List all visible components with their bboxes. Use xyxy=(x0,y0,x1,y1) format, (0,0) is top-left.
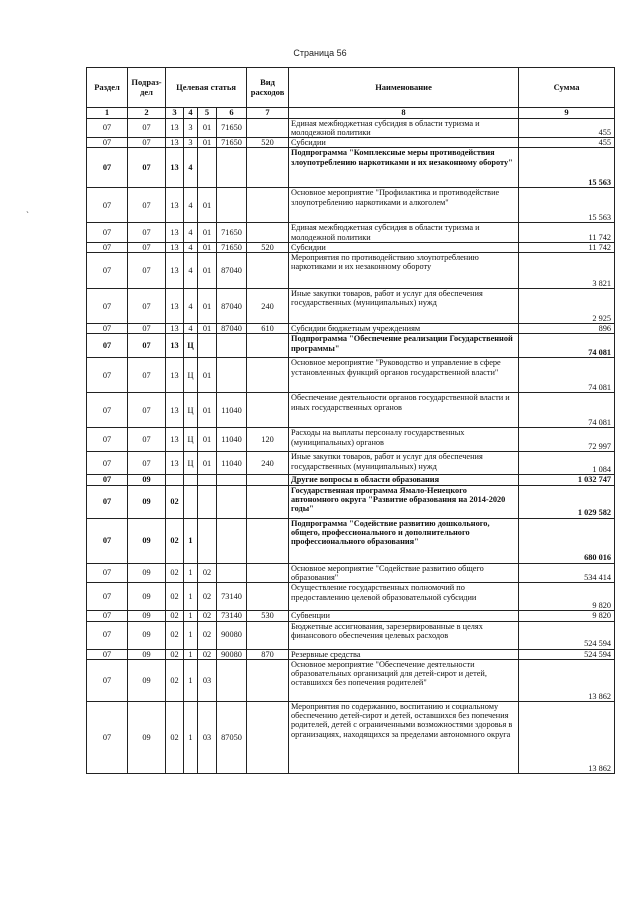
header-section: Раздел xyxy=(87,68,128,108)
section-code: 07 xyxy=(87,223,128,243)
activity-code: 02 xyxy=(198,611,217,621)
subprogram-code: 4 xyxy=(184,188,198,223)
col-num: 4 xyxy=(184,108,198,119)
program-code: 13 xyxy=(166,188,184,223)
program-code: 13 xyxy=(166,223,184,243)
direction-code: 87040 xyxy=(217,253,247,289)
activity-code: 01 xyxy=(198,393,217,428)
section-code: 07 xyxy=(87,485,128,518)
table-row xyxy=(87,138,615,148)
page-number: Страница 56 xyxy=(293,48,347,58)
program-code: 02 xyxy=(166,518,184,563)
expense-type-code xyxy=(247,659,289,701)
subsection-code: 09 xyxy=(128,701,166,773)
subsection-code: 07 xyxy=(128,148,166,188)
header-row xyxy=(87,68,615,108)
col-num: 2 xyxy=(128,108,166,119)
section-code: 07 xyxy=(87,475,128,485)
activity-code: 01 xyxy=(198,289,217,324)
section-code: 07 xyxy=(87,701,128,773)
activity-code: 02 xyxy=(198,563,217,583)
direction-code: 90080 xyxy=(217,621,247,649)
item-name: Единая межбюджетная субсидия в области туризма и молодежной политики xyxy=(289,223,519,243)
subprogram-code: Ц xyxy=(184,452,198,475)
expense-type-code xyxy=(247,621,289,649)
direction-code xyxy=(217,659,247,701)
item-amount: 11 742 xyxy=(519,223,615,243)
program-code: 13 xyxy=(166,428,184,452)
col-num: 9 xyxy=(519,108,615,119)
item-amount: 13 862 xyxy=(519,659,615,701)
subprogram-code: 1 xyxy=(184,563,198,583)
activity-code: 01 xyxy=(198,428,217,452)
expense-type-code xyxy=(247,148,289,188)
subsection-code: 07 xyxy=(128,358,166,393)
section-code: 07 xyxy=(87,649,128,659)
section-code: 07 xyxy=(87,253,128,289)
subsection-code: 07 xyxy=(128,393,166,428)
expense-type-code xyxy=(247,563,289,583)
col-num: 3 xyxy=(166,108,184,119)
table-row xyxy=(87,485,615,518)
column-number-row xyxy=(87,108,615,119)
program-code: 13 xyxy=(166,138,184,148)
subprogram-code: 1 xyxy=(184,649,198,659)
section-code: 07 xyxy=(87,118,128,138)
program-code: 13 xyxy=(166,242,184,252)
activity-code: 01 xyxy=(198,138,217,148)
activity-code: 01 xyxy=(198,118,217,138)
item-amount: 455 xyxy=(519,138,615,148)
activity-code xyxy=(198,485,217,518)
subsection-code: 07 xyxy=(128,138,166,148)
direction-code: 87040 xyxy=(217,324,247,334)
table-row xyxy=(87,324,615,334)
program-code: 02 xyxy=(166,611,184,621)
item-name: Расходы на выплаты персоналу государственных (муниципальных) органов xyxy=(289,428,519,452)
subprogram-code: 4 xyxy=(184,253,198,289)
item-name: Обеспечение деятельности органов государственной власти и иных государственных органов xyxy=(289,393,519,428)
direction-code xyxy=(217,188,247,223)
direction-code: 87050 xyxy=(217,701,247,773)
subprogram-code: Ц xyxy=(184,358,198,393)
expense-type-code: 120 xyxy=(247,428,289,452)
expense-type-code xyxy=(247,583,289,611)
subprogram-code xyxy=(184,475,198,485)
table-row xyxy=(87,701,615,773)
direction-code: 73140 xyxy=(217,583,247,611)
subprogram-code: 1 xyxy=(184,583,198,611)
item-amount: 1 032 747 xyxy=(519,475,615,485)
expense-type-code xyxy=(247,223,289,243)
direction-code: 73140 xyxy=(217,611,247,621)
table-row xyxy=(87,118,615,138)
table-row xyxy=(87,188,615,223)
expense-type-code: 240 xyxy=(247,289,289,324)
subprogram-code: Ц xyxy=(184,428,198,452)
item-amount: 11 742 xyxy=(519,242,615,252)
expense-type-code: 520 xyxy=(247,138,289,148)
item-name: Мероприятия по содержанию, воспитанию и социальному обеспечению детей-сирот и детей, оставшихся без попечения родителей, детей с ограниченными возможностями здоровья в организациях, находящихся за пределами автономного округа xyxy=(289,701,519,773)
section-code: 07 xyxy=(87,428,128,452)
section-code: 07 xyxy=(87,621,128,649)
col-num: 6 xyxy=(217,108,247,119)
item-name: Основное мероприятие "Профилактика и противодействие злоупотреблению наркотиками и алкоголем" xyxy=(289,188,519,223)
table-row xyxy=(87,621,615,649)
table-row xyxy=(87,393,615,428)
item-amount: 1 029 582 xyxy=(519,485,615,518)
program-code: 02 xyxy=(166,621,184,649)
subsection-code: 09 xyxy=(128,611,166,621)
expense-type-code: 530 xyxy=(247,611,289,621)
direction-code: 11040 xyxy=(217,452,247,475)
section-code: 07 xyxy=(87,242,128,252)
header-name: Наименование xyxy=(289,68,519,108)
program-code: 02 xyxy=(166,649,184,659)
budget-table xyxy=(86,67,615,774)
margin-mark: ` xyxy=(26,210,29,220)
table-row xyxy=(87,242,615,252)
table-row xyxy=(87,649,615,659)
item-name: Иные закупки товаров, работ и услуг для обеспечения государственных (муниципальных) нужд xyxy=(289,289,519,324)
program-code: 13 xyxy=(166,358,184,393)
table-row xyxy=(87,518,615,563)
item-name: Субсидии xyxy=(289,242,519,252)
expense-type-code xyxy=(247,518,289,563)
subsection-code: 07 xyxy=(128,223,166,243)
program-code: 13 xyxy=(166,148,184,188)
item-name: Бюджетные ассигнования, зарезервированные в целях финансового обеспечения целевых расходов xyxy=(289,621,519,649)
table-row xyxy=(87,148,615,188)
program-code: 02 xyxy=(166,485,184,518)
subsection-code: 09 xyxy=(128,583,166,611)
activity-code xyxy=(198,148,217,188)
col-num: 8 xyxy=(289,108,519,119)
subsection-code: 07 xyxy=(128,118,166,138)
direction-code xyxy=(217,485,247,518)
direction-code: 71650 xyxy=(217,118,247,138)
subsection-code: 09 xyxy=(128,659,166,701)
subsection-code: 07 xyxy=(128,334,166,358)
subsection-code: 09 xyxy=(128,649,166,659)
activity-code: 02 xyxy=(198,583,217,611)
item-amount: 74 081 xyxy=(519,358,615,393)
subprogram-code: 4 xyxy=(184,324,198,334)
activity-code: 02 xyxy=(198,649,217,659)
item-name: Осуществление государственных полномочий по предоставлению целевой образовательной субсидии xyxy=(289,583,519,611)
table-row xyxy=(87,358,615,393)
program-code: 02 xyxy=(166,701,184,773)
section-code: 07 xyxy=(87,324,128,334)
program-code: 13 xyxy=(166,118,184,138)
program-code xyxy=(166,475,184,485)
item-amount: 9 820 xyxy=(519,611,615,621)
item-name: Иные закупки товаров, работ и услуг для обеспечения государственных (муниципальных) нужд xyxy=(289,452,519,475)
program-code: 13 xyxy=(166,452,184,475)
item-amount: 9 820 xyxy=(519,583,615,611)
item-amount: 15 563 xyxy=(519,148,615,188)
section-code: 07 xyxy=(87,358,128,393)
item-name: Резервные средства xyxy=(289,649,519,659)
item-name: Подпрограмма "Содействие развитию дошкольного, общего, профессионального и дополнительного профессионального образования" xyxy=(289,518,519,563)
item-name: Субсидии xyxy=(289,138,519,148)
section-code: 07 xyxy=(87,611,128,621)
section-code: 07 xyxy=(87,334,128,358)
col-num: 1 xyxy=(87,108,128,119)
item-name: Субвенции xyxy=(289,611,519,621)
section-code: 07 xyxy=(87,393,128,428)
subsection-code: 07 xyxy=(128,452,166,475)
activity-code: 01 xyxy=(198,223,217,243)
subsection-code: 09 xyxy=(128,563,166,583)
table-row xyxy=(87,428,615,452)
table-row xyxy=(87,611,615,621)
item-amount: 455 xyxy=(519,118,615,138)
subsection-code: 07 xyxy=(128,188,166,223)
subprogram-code: 4 xyxy=(184,242,198,252)
subprogram-code: 1 xyxy=(184,621,198,649)
expense-type-code xyxy=(247,358,289,393)
section-code: 07 xyxy=(87,563,128,583)
expense-type-code xyxy=(247,118,289,138)
direction-code: 71650 xyxy=(217,242,247,252)
direction-code xyxy=(217,475,247,485)
item-amount: 15 563 xyxy=(519,188,615,223)
header-expense-type: Вид расходов xyxy=(247,68,289,108)
expense-type-code xyxy=(247,475,289,485)
subprogram-code: 4 xyxy=(184,223,198,243)
item-name: Подпрограмма "Обеспечение реализации Государственной программы" xyxy=(289,334,519,358)
program-code: 13 xyxy=(166,334,184,358)
item-amount: 680 016 xyxy=(519,518,615,563)
activity-code xyxy=(198,334,217,358)
subprogram-code: 4 xyxy=(184,148,198,188)
item-amount: 1 084 xyxy=(519,452,615,475)
activity-code: 01 xyxy=(198,188,217,223)
table-row xyxy=(87,563,615,583)
subprogram-code: 1 xyxy=(184,611,198,621)
table-row xyxy=(87,253,615,289)
item-amount: 3 821 xyxy=(519,253,615,289)
subprogram-code: 1 xyxy=(184,701,198,773)
subprogram-code: 3 xyxy=(184,138,198,148)
program-code: 02 xyxy=(166,563,184,583)
expense-type-code xyxy=(247,188,289,223)
program-code: 13 xyxy=(166,393,184,428)
table-row xyxy=(87,659,615,701)
item-amount: 524 594 xyxy=(519,621,615,649)
table-row xyxy=(87,475,615,485)
program-code: 02 xyxy=(166,659,184,701)
expense-type-code xyxy=(247,701,289,773)
subsection-code: 09 xyxy=(128,518,166,563)
activity-code: 01 xyxy=(198,253,217,289)
subprogram-code xyxy=(184,485,198,518)
direction-code: 90080 xyxy=(217,649,247,659)
direction-code: 11040 xyxy=(217,428,247,452)
col-num: 5 xyxy=(198,108,217,119)
direction-code xyxy=(217,334,247,358)
activity-code xyxy=(198,518,217,563)
subsection-code: 09 xyxy=(128,485,166,518)
item-amount: 2 925 xyxy=(519,289,615,324)
item-name: Подпрограмма "Комплексные меры противодействия злоупотреблению наркотиками и их незаконному обороту" xyxy=(289,148,519,188)
item-name: Субсидии бюджетным учреждениям xyxy=(289,324,519,334)
header-amount: Сумма xyxy=(519,68,615,108)
direction-code: 71650 xyxy=(217,223,247,243)
header-target: Целевая статья xyxy=(166,68,247,108)
direction-code: 71650 xyxy=(217,138,247,148)
item-name: Государственная программа Ямало-Ненецкого автономного округа "Развитие образования на 2014-2020 годы" xyxy=(289,485,519,518)
section-code: 07 xyxy=(87,289,128,324)
item-name: Мероприятия по противодействию злоупотреблению наркотиками и их незаконному обороту xyxy=(289,253,519,289)
item-name: Другие вопросы в области образования xyxy=(289,475,519,485)
subprogram-code: 4 xyxy=(184,289,198,324)
section-code: 07 xyxy=(87,583,128,611)
direction-code xyxy=(217,518,247,563)
subprogram-code: 1 xyxy=(184,659,198,701)
item-amount: 524 594 xyxy=(519,649,615,659)
section-code: 07 xyxy=(87,148,128,188)
subprogram-code: Ц xyxy=(184,393,198,428)
direction-code xyxy=(217,148,247,188)
item-amount: 13 862 xyxy=(519,701,615,773)
item-amount: 74 081 xyxy=(519,334,615,358)
activity-code xyxy=(198,475,217,485)
expense-type-code xyxy=(247,253,289,289)
header-subsection: Подраз-дел xyxy=(128,68,166,108)
activity-code: 01 xyxy=(198,452,217,475)
expense-type-code: 610 xyxy=(247,324,289,334)
expense-type-code: 520 xyxy=(247,242,289,252)
expense-type-code: 240 xyxy=(247,452,289,475)
expense-type-code xyxy=(247,334,289,358)
direction-code xyxy=(217,563,247,583)
program-code: 13 xyxy=(166,253,184,289)
item-name: Единая межбюджетная субсидия в области туризма и молодежной политики xyxy=(289,118,519,138)
subprogram-code: 3 xyxy=(184,118,198,138)
direction-code xyxy=(217,358,247,393)
item-amount: 74 081 xyxy=(519,393,615,428)
program-code: 02 xyxy=(166,583,184,611)
subprogram-code: 1 xyxy=(184,518,198,563)
expense-type-code xyxy=(247,393,289,428)
table-row xyxy=(87,223,615,243)
subsection-code: 07 xyxy=(128,289,166,324)
item-amount: 534 414 xyxy=(519,563,615,583)
item-name: Основное мероприятие "Обеспечение деятельности образовательных организаций для детей-сирот и детей, оставшихся без попечения родителей" xyxy=(289,659,519,701)
col-num: 7 xyxy=(247,108,289,119)
expense-type-code xyxy=(247,485,289,518)
table-row xyxy=(87,289,615,324)
table-row xyxy=(87,583,615,611)
subsection-code: 07 xyxy=(128,242,166,252)
item-amount: 896 xyxy=(519,324,615,334)
table-row xyxy=(87,334,615,358)
subsection-code: 07 xyxy=(128,253,166,289)
subsection-code: 09 xyxy=(128,475,166,485)
section-code: 07 xyxy=(87,518,128,563)
activity-code: 01 xyxy=(198,324,217,334)
subsection-code: 07 xyxy=(128,324,166,334)
subsection-code: 07 xyxy=(128,428,166,452)
program-code: 13 xyxy=(166,324,184,334)
item-name: Основное мероприятие "Руководство и управление в сфере установленных функций органов государственной власти" xyxy=(289,358,519,393)
subprogram-code: Ц xyxy=(184,334,198,358)
activity-code: 03 xyxy=(198,659,217,701)
section-code: 07 xyxy=(87,659,128,701)
item-amount: 72 997 xyxy=(519,428,615,452)
section-code: 07 xyxy=(87,138,128,148)
direction-code: 87040 xyxy=(217,289,247,324)
activity-code: 01 xyxy=(198,242,217,252)
activity-code: 01 xyxy=(198,358,217,393)
expense-type-code: 870 xyxy=(247,649,289,659)
subsection-code: 09 xyxy=(128,621,166,649)
section-code: 07 xyxy=(87,452,128,475)
table-row xyxy=(87,452,615,475)
section-code: 07 xyxy=(87,188,128,223)
activity-code: 02 xyxy=(198,621,217,649)
activity-code: 03 xyxy=(198,701,217,773)
item-name: Основное мероприятие "Содействие развитию общего образования" xyxy=(289,563,519,583)
direction-code: 11040 xyxy=(217,393,247,428)
program-code: 13 xyxy=(166,289,184,324)
